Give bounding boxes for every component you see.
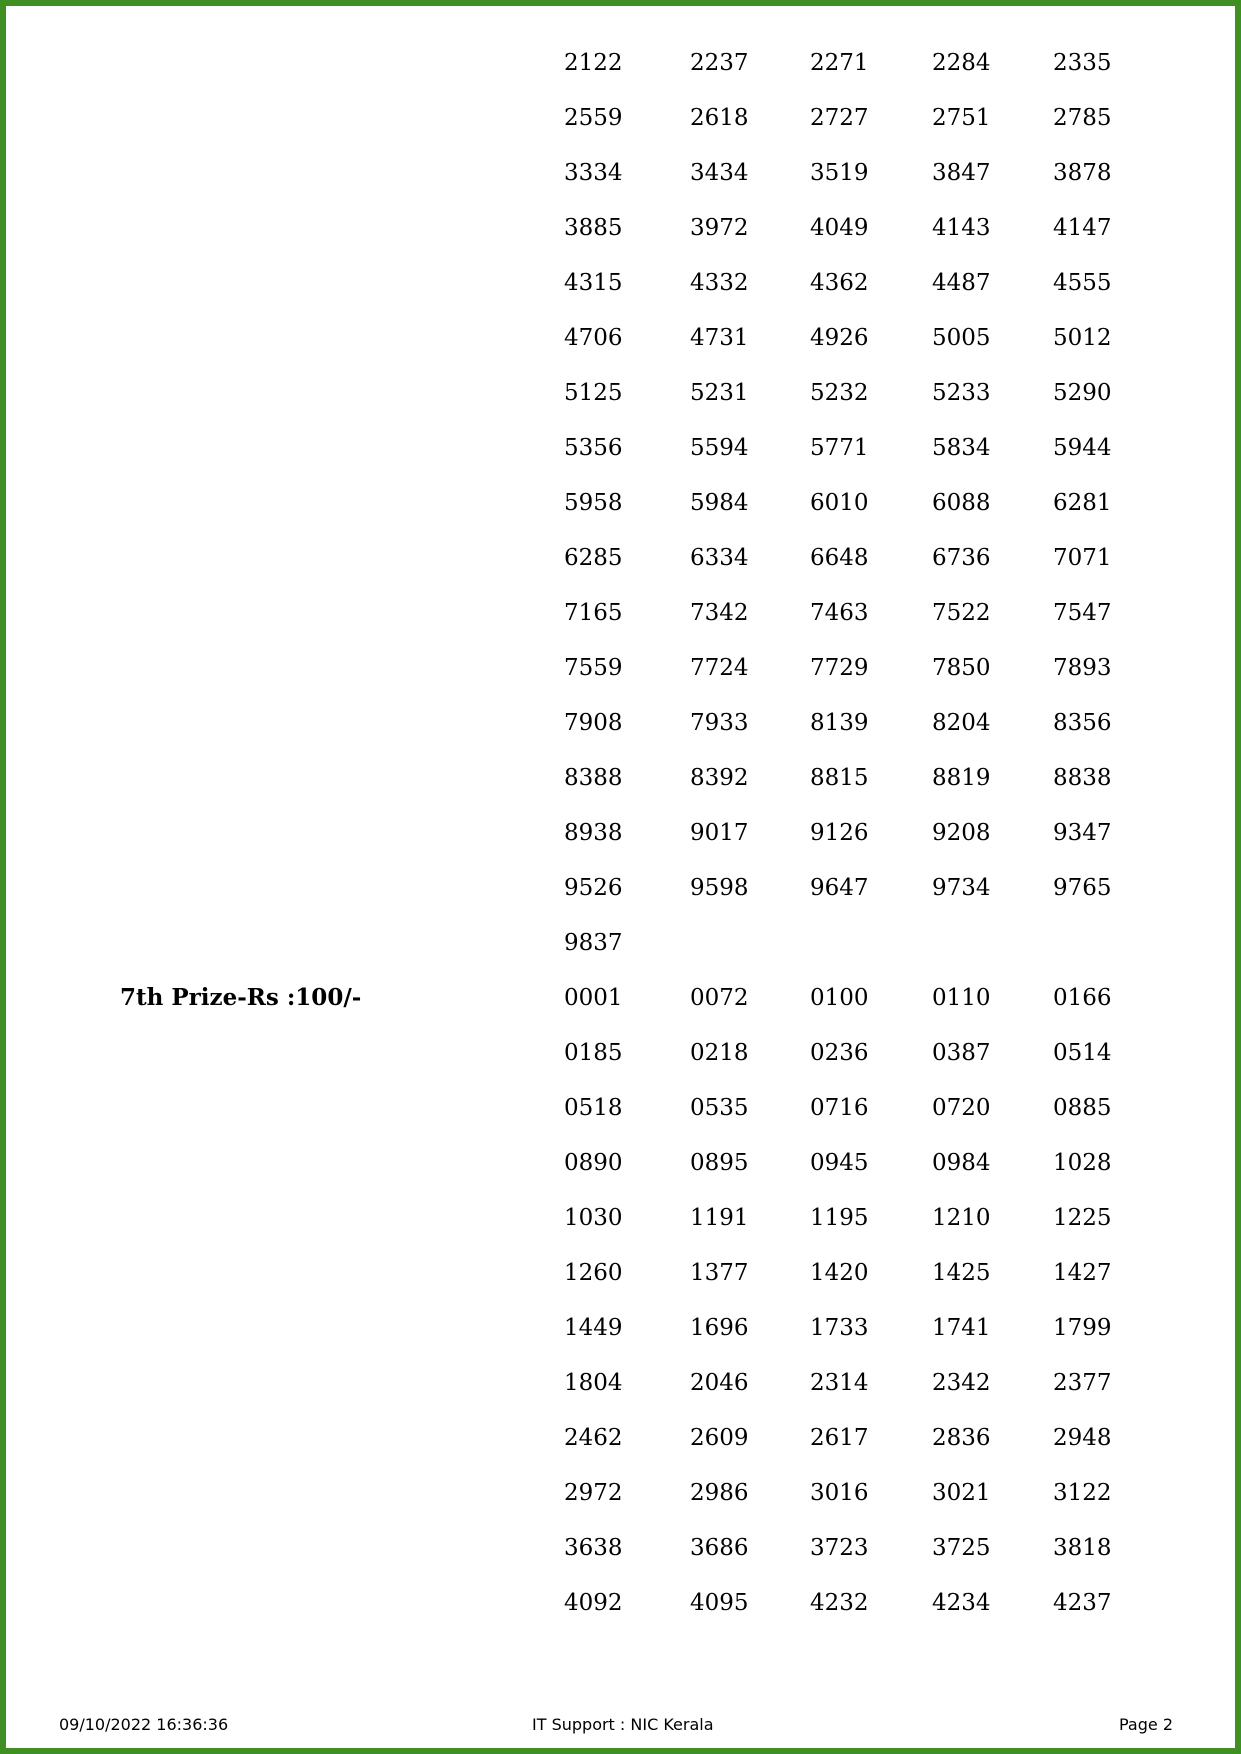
- ticket-number: 2986: [690, 1480, 749, 1506]
- ticket-number: 4092: [564, 1590, 623, 1616]
- ticket-number: 2284: [932, 50, 991, 76]
- number-row: [0, 1423, 1241, 1478]
- ticket-number: 8819: [932, 765, 991, 791]
- ticket-number: 8815: [810, 765, 869, 791]
- number-row: [0, 983, 1241, 1038]
- number-row: [0, 1533, 1241, 1588]
- ticket-number: 5012: [1053, 325, 1112, 351]
- number-row: [0, 818, 1241, 873]
- ticket-number: 2972: [564, 1480, 623, 1506]
- number-row: [0, 158, 1241, 213]
- ticket-number: 0100: [810, 985, 869, 1011]
- ticket-number: 2948: [1053, 1425, 1112, 1451]
- ticket-number: 5984: [690, 490, 749, 516]
- ticket-number: 7850: [932, 655, 991, 681]
- ticket-number: 8938: [564, 820, 623, 846]
- ticket-number: 3334: [564, 160, 623, 186]
- number-row: [0, 1203, 1241, 1258]
- ticket-number: 0716: [810, 1095, 869, 1121]
- ticket-number: 2727: [810, 105, 869, 131]
- number-row: [0, 543, 1241, 598]
- number-row: [0, 1313, 1241, 1368]
- ticket-number: 7893: [1053, 655, 1112, 681]
- ticket-number: 2836: [932, 1425, 991, 1451]
- ticket-number: 4232: [810, 1590, 869, 1616]
- ticket-number: 5944: [1053, 435, 1112, 461]
- ticket-number: 0218: [690, 1040, 749, 1066]
- ticket-number: 7342: [690, 600, 749, 626]
- number-row: [0, 1093, 1241, 1148]
- ticket-number: 0945: [810, 1150, 869, 1176]
- ticket-number: 8204: [932, 710, 991, 736]
- ticket-number: 9347: [1053, 820, 1112, 846]
- ticket-number: 0185: [564, 1040, 623, 1066]
- ticket-number: 6088: [932, 490, 991, 516]
- ticket-number: 0885: [1053, 1095, 1112, 1121]
- ticket-number: 3818: [1053, 1535, 1112, 1561]
- ticket-number: 7463: [810, 600, 869, 626]
- ticket-number: 1449: [564, 1315, 623, 1341]
- ticket-number: 2342: [932, 1370, 991, 1396]
- footer-it-support: IT Support : NIC Kerala: [532, 1715, 714, 1734]
- ticket-number: 1420: [810, 1260, 869, 1286]
- ticket-number: 9208: [932, 820, 991, 846]
- ticket-number: 5125: [564, 380, 623, 406]
- ticket-number: 4731: [690, 325, 749, 351]
- ticket-number: 6648: [810, 545, 869, 571]
- ticket-number: 7547: [1053, 600, 1112, 626]
- ticket-number: 5005: [932, 325, 991, 351]
- number-row: [0, 653, 1241, 708]
- ticket-number: 9017: [690, 820, 749, 846]
- number-row: [0, 873, 1241, 928]
- ticket-number: 0166: [1053, 985, 1112, 1011]
- ticket-number: 3021: [932, 1480, 991, 1506]
- ticket-number: 2609: [690, 1425, 749, 1451]
- ticket-number: 1210: [932, 1205, 991, 1231]
- ticket-number: 7908: [564, 710, 623, 736]
- ticket-number: 0895: [690, 1150, 749, 1176]
- ticket-number: 2122: [564, 50, 623, 76]
- ticket-number: 8356: [1053, 710, 1112, 736]
- ticket-number: 9647: [810, 875, 869, 901]
- ticket-number: 3016: [810, 1480, 869, 1506]
- ticket-number: 1741: [932, 1315, 991, 1341]
- ticket-number: 0110: [932, 985, 991, 1011]
- ticket-number: 7724: [690, 655, 749, 681]
- footer-datetime: 09/10/2022 16:36:36: [59, 1715, 229, 1734]
- ticket-number: 1028: [1053, 1150, 1112, 1176]
- ticket-number: 3723: [810, 1535, 869, 1561]
- ticket-number: 3638: [564, 1535, 623, 1561]
- ticket-number: 7559: [564, 655, 623, 681]
- ticket-number: 6285: [564, 545, 623, 571]
- ticket-number: 0001: [564, 985, 623, 1011]
- ticket-number: 1804: [564, 1370, 623, 1396]
- number-row: [0, 433, 1241, 488]
- ticket-number: 8139: [810, 710, 869, 736]
- number-row: [0, 488, 1241, 543]
- number-row: [0, 1148, 1241, 1203]
- ticket-number: 6736: [932, 545, 991, 571]
- ticket-number: 4147: [1053, 215, 1112, 241]
- ticket-number: 3725: [932, 1535, 991, 1561]
- ticket-number: 4049: [810, 215, 869, 241]
- ticket-number: 5771: [810, 435, 869, 461]
- ticket-number: 0890: [564, 1150, 623, 1176]
- ticket-number: 1191: [690, 1205, 749, 1231]
- ticket-number: 4487: [932, 270, 991, 296]
- ticket-number: 2617: [810, 1425, 869, 1451]
- ticket-number: 9837: [564, 930, 623, 956]
- ticket-number: 2462: [564, 1425, 623, 1451]
- ticket-number: 7729: [810, 655, 869, 681]
- ticket-number: 5834: [932, 435, 991, 461]
- ticket-number: 0535: [690, 1095, 749, 1121]
- ticket-number: 4234: [932, 1590, 991, 1616]
- number-row: [0, 1588, 1241, 1643]
- ticket-number: 2559: [564, 105, 623, 131]
- ticket-number: 1195: [810, 1205, 869, 1231]
- ticket-number: 5231: [690, 380, 749, 406]
- ticket-number: 0984: [932, 1150, 991, 1176]
- ticket-number: 8392: [690, 765, 749, 791]
- ticket-number: 3885: [564, 215, 623, 241]
- ticket-number: 0720: [932, 1095, 991, 1121]
- ticket-number: 4926: [810, 325, 869, 351]
- ticket-number: 4332: [690, 270, 749, 296]
- ticket-number: 4237: [1053, 1590, 1112, 1616]
- ticket-number: 3434: [690, 160, 749, 186]
- ticket-number: 6010: [810, 490, 869, 516]
- ticket-number: 4315: [564, 270, 623, 296]
- ticket-number: 8838: [1053, 765, 1112, 791]
- ticket-number: 9598: [690, 875, 749, 901]
- ticket-number: 5958: [564, 490, 623, 516]
- ticket-number: 5356: [564, 435, 623, 461]
- ticket-number: 9126: [810, 820, 869, 846]
- number-row: [0, 928, 1241, 983]
- ticket-number: 4143: [932, 215, 991, 241]
- ticket-number: 5232: [810, 380, 869, 406]
- ticket-number: 7071: [1053, 545, 1112, 571]
- number-row: [0, 103, 1241, 158]
- ticket-number: 1030: [564, 1205, 623, 1231]
- number-row: [0, 213, 1241, 268]
- prize-label: 7th Prize-Rs :100/-: [120, 984, 362, 1011]
- footer-page-number: Page 2: [1119, 1715, 1173, 1734]
- ticket-number: 5290: [1053, 380, 1112, 406]
- ticket-number: 1225: [1053, 1205, 1112, 1231]
- ticket-number: 5233: [932, 380, 991, 406]
- number-row: [0, 1368, 1241, 1423]
- ticket-number: 4095: [690, 1590, 749, 1616]
- ticket-number: 2046: [690, 1370, 749, 1396]
- number-row: [0, 268, 1241, 323]
- ticket-number: 1427: [1053, 1260, 1112, 1286]
- number-row: [0, 763, 1241, 818]
- number-row: [0, 1038, 1241, 1093]
- ticket-number: 1799: [1053, 1315, 1112, 1341]
- ticket-number: 9734: [932, 875, 991, 901]
- ticket-number: 1260: [564, 1260, 623, 1286]
- ticket-number: 1425: [932, 1260, 991, 1286]
- ticket-number: 2618: [690, 105, 749, 131]
- ticket-number: 2271: [810, 50, 869, 76]
- ticket-number: 0387: [932, 1040, 991, 1066]
- ticket-number: 0072: [690, 985, 749, 1011]
- ticket-number: 2751: [932, 105, 991, 131]
- ticket-number: 2377: [1053, 1370, 1112, 1396]
- ticket-number: 0518: [564, 1095, 623, 1121]
- ticket-number: 3519: [810, 160, 869, 186]
- ticket-number: 6334: [690, 545, 749, 571]
- ticket-number: 8388: [564, 765, 623, 791]
- number-row: [0, 323, 1241, 378]
- number-row: [0, 708, 1241, 763]
- ticket-number: 0236: [810, 1040, 869, 1066]
- ticket-number: 0514: [1053, 1040, 1112, 1066]
- ticket-number: 6281: [1053, 490, 1112, 516]
- number-row: [0, 48, 1241, 103]
- ticket-number: 5594: [690, 435, 749, 461]
- ticket-number: 4555: [1053, 270, 1112, 296]
- ticket-number: 1733: [810, 1315, 869, 1341]
- number-row: [0, 378, 1241, 433]
- ticket-number: 3122: [1053, 1480, 1112, 1506]
- ticket-number: 3878: [1053, 160, 1112, 186]
- ticket-number: 2314: [810, 1370, 869, 1396]
- ticket-number: 9765: [1053, 875, 1112, 901]
- ticket-number: 4362: [810, 270, 869, 296]
- ticket-number: 3847: [932, 160, 991, 186]
- ticket-number: 2237: [690, 50, 749, 76]
- number-row: [0, 1478, 1241, 1533]
- ticket-number: 2785: [1053, 105, 1112, 131]
- ticket-number: 7522: [932, 600, 991, 626]
- number-row: [0, 598, 1241, 653]
- ticket-number: 4706: [564, 325, 623, 351]
- page-footer: [0, 1713, 1241, 1737]
- ticket-number: 3972: [690, 215, 749, 241]
- ticket-number: 1377: [690, 1260, 749, 1286]
- ticket-number: 1696: [690, 1315, 749, 1341]
- number-row: [0, 1258, 1241, 1313]
- ticket-number: 9526: [564, 875, 623, 901]
- ticket-number: 7933: [690, 710, 749, 736]
- ticket-number: 3686: [690, 1535, 749, 1561]
- ticket-number: 7165: [564, 600, 623, 626]
- ticket-number: 2335: [1053, 50, 1112, 76]
